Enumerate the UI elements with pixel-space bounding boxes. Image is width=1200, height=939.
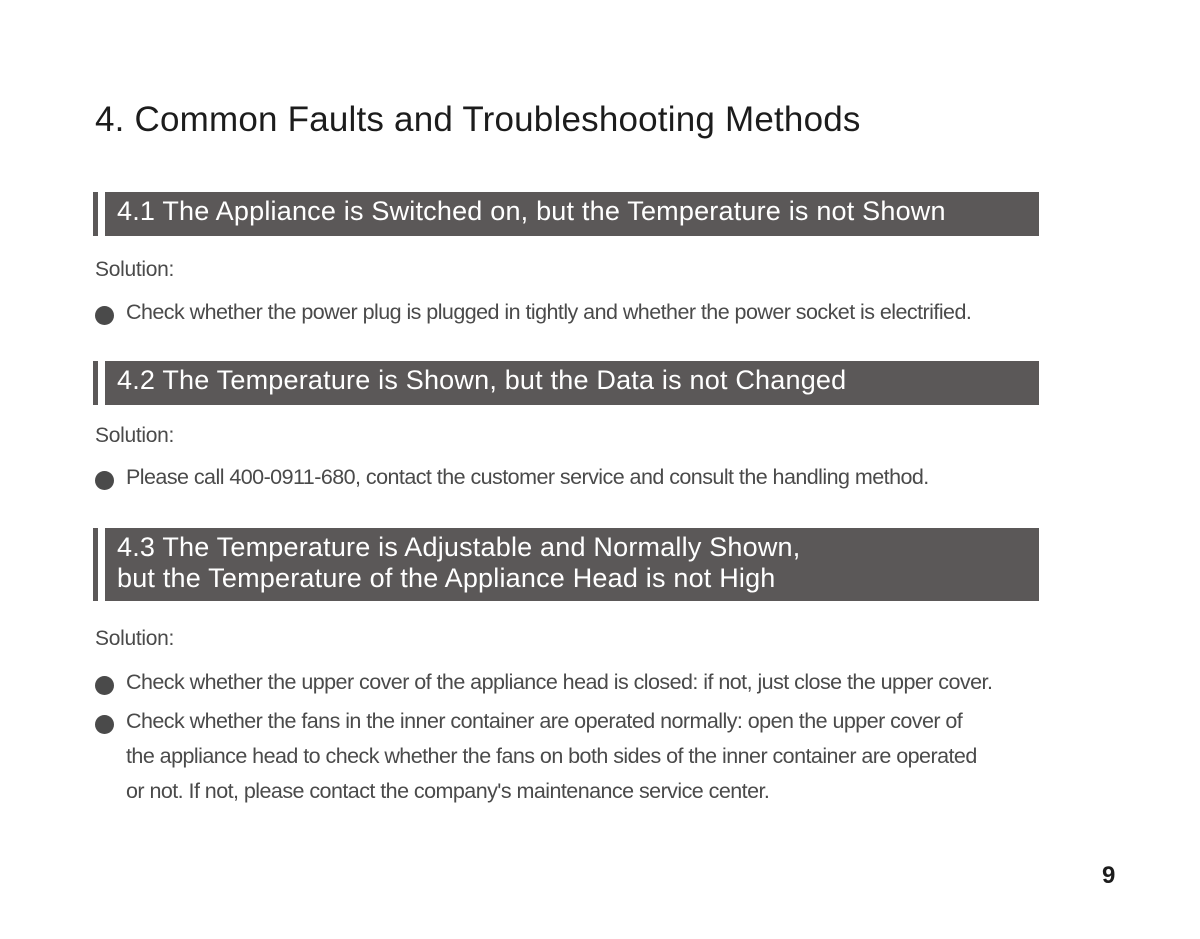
list-item-line: or not. If not, please contact the company's maintenance service center. <box>126 779 770 803</box>
section-heading-text: 4.1 The Appliance is Switched on, but the Temperature is not Shown <box>117 196 946 226</box>
list-item-text: Check whether the power plug is plugged in tightly and whether the power socket is electrified. <box>126 300 972 324</box>
solution-label: Solution: <box>95 258 175 281</box>
list-item-text: Please call 400-0911-680, contact the customer service and consult the handling method. <box>126 465 929 489</box>
list-item-line: Check whether the fans in the inner container are operated normally: open the upper cover of <box>126 709 963 733</box>
heading-accent-bar <box>93 192 98 236</box>
section-heading-4-3 <box>93 528 1039 601</box>
heading-accent-bar <box>93 361 98 405</box>
section-heading-4-2 <box>93 361 1039 405</box>
section-heading-text <box>117 532 800 594</box>
bullet-icon <box>95 715 114 734</box>
section-heading-4-1 <box>93 192 1039 236</box>
section-heading-text: 4.2 The Temperature is Shown, but the Data is not Changed <box>117 365 847 395</box>
section-heading-line: but the Temperature of the Appliance Head is not High <box>117 563 776 593</box>
page-number: 9 <box>1102 862 1116 889</box>
section-heading-line: 4.3 The Temperature is Adjustable and Normally Shown, <box>117 532 801 562</box>
bullet-icon <box>95 676 114 695</box>
solution-label: Solution: <box>95 424 175 447</box>
solution-label: Solution: <box>95 627 175 650</box>
bullet-icon <box>95 471 114 490</box>
list-item-line: the appliance head to check whether the fans on both sides of the inner container are operated <box>126 744 977 768</box>
bullet-icon <box>95 306 114 325</box>
heading-accent-bar <box>93 528 98 601</box>
list-item-text: Check whether the upper cover of the appliance head is closed: if not, just close the upper cover. <box>126 670 993 694</box>
list-item-text <box>126 704 977 809</box>
page-title: 4. Common Faults and Troubleshooting Methods <box>95 100 861 139</box>
